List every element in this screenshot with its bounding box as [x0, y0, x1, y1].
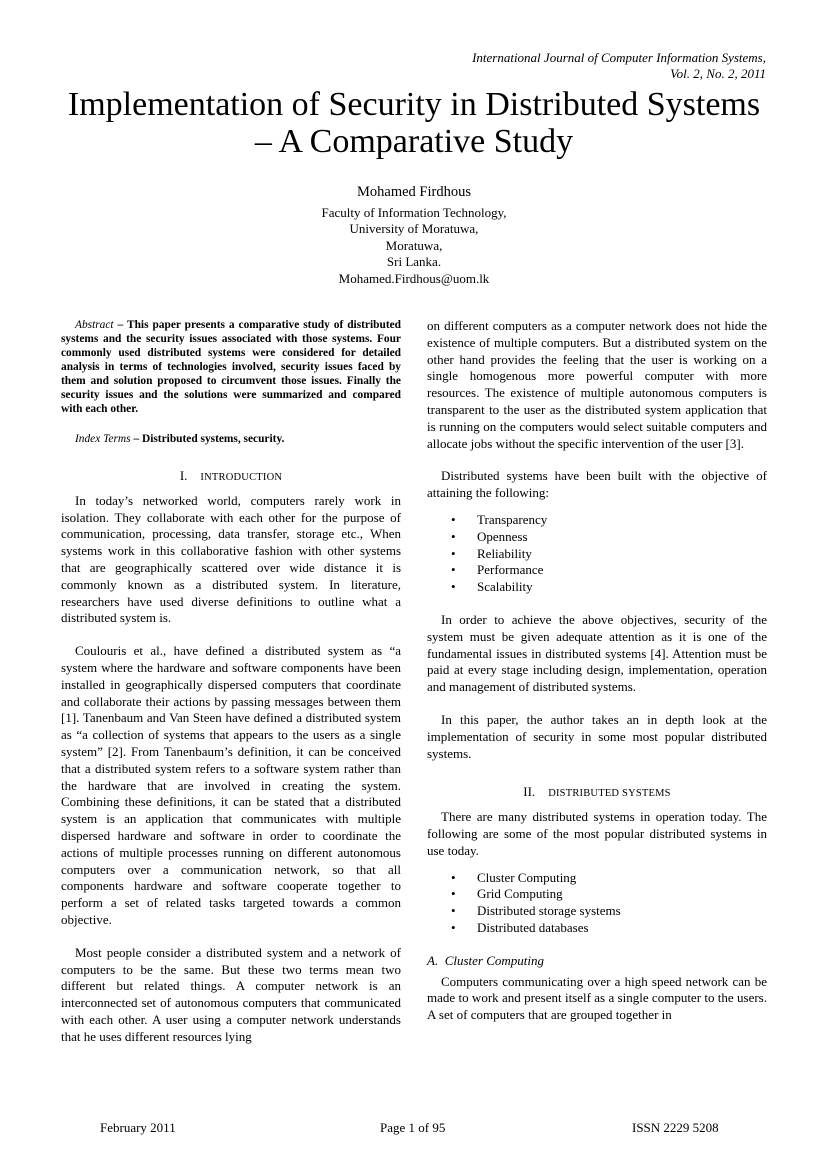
paragraph: In this paper, the author takes an in depth look at the implementation of security in some most popular distributed systems. [427, 711, 767, 761]
paragraph: Coulouris et al., have defined a distributed system as “a system where the hardware and software components have been installed in geographically dispersed computers that coordinate and collaborate their actions by passing messages between them [1]. Tanenbaum and Van Steen have defined a distributed system as “a collection of systems that appears to the users as a single system” [2]. From Tanenbaum’s definition, it can be conceived that a distributed system refers to a software system rather than the hardware that are involved in creating the system. Combining these definitions, it can be stated that a distributed system is an application that communicates with multiple dispersed hardware and software in order to coordinate the actions of multiple processes running on different autonomous computers over a communication network, so that all components hardware and software cooperate together to perform a set of related tasks targeted towards a common objective. [61, 643, 401, 927]
paragraph: In today’s networked world, computers rarely work in isolation. They collaborate with each other for the purpose of communication, processing, data transfer, storage etc., When systems work in this collaborative fashion with other systems that are geographically scattered over wide distance it is commonly known as a distributed system. In literature, researchers have used diverse definitions to outline what a distributed system is. [61, 492, 401, 626]
affiliation-line: Moratuwa, [385, 237, 443, 253]
subsection-heading-cluster-computing [427, 953, 767, 970]
index-terms-label: Index Terms [75, 433, 131, 445]
author-name: Mohamed Firdhous [357, 184, 471, 200]
section-number: II. [523, 784, 536, 800]
author-email: Mohamed.Firdhous@uom.lk [338, 270, 490, 286]
title-line-2: – A Comparative Study [254, 123, 574, 160]
author-block [0, 184, 828, 287]
abstract-text: – This paper presents a comparative study of distributed systems and the security issues associated with those systems. Four commonly used distributed systems were considered for detailed analysis in terms of technologies involved, security issues faced by them and solution proposed to circumvent those issues. Finally the security issues and the solutions were summarized and compared with each other. [61, 319, 401, 415]
paragraph: on different computers as a computer network does not hide the existence of multiple computers. But a distributed system on the other hand provides the feeling that the user is working on a single homogenous more powerful computer with more resources. The existence of multiple autonomous computers is transparent to the user as the distributed system application that is running on the computers would select suitable computers and allocate jobs without the specific intervention of the user [3]. [427, 318, 767, 451]
paragraph: Distributed systems have been built with the objective of attaining the following: [427, 468, 767, 501]
paragraph: Computers communicating over a high speed network can be made to work and present itself as a single computer to the users. A set of computers that are grouped together in [427, 973, 767, 1023]
footer-page-number: Page 1 of 95 [380, 1120, 446, 1135]
list-item: • Scalability [427, 579, 767, 596]
list-item: • Transparency [427, 512, 767, 529]
index-terms-text: – Distributed systems, security. [130, 433, 285, 445]
section-title: DISTRIBUTED SYSTEMS [548, 788, 671, 800]
journal-volume: Vol. 2, No. 2, 2011 [670, 66, 766, 81]
section-title: INTRODUCTION [200, 472, 283, 483]
footer-date: February 2011 [100, 1120, 176, 1135]
paragraph: Most people consider a distributed system and a network of computers to be the same. But these two terms mean two different but related things. A computer network is an interconnected set of autonomous computers that communicated with each other. A user using a computer network understands that he uses different resources lying [61, 944, 401, 1044]
footer-issn: ISSN 2229 5208 [632, 1120, 719, 1135]
affiliation-line: Sri Lanka. [386, 254, 442, 269]
subsection-label: A. [427, 952, 439, 968]
affiliation-line: Faculty of Information Technology, [321, 204, 507, 220]
paragraph: In order to achieve the above objectives, security of the system must be given adequate attention as it is one of the fundamental issues in distributed systems [4]. Attention must be paid at every stage including design, implementation, operation and management of distributed systems. [427, 611, 767, 695]
systems-list [427, 870, 767, 937]
list-item: • Openness [427, 529, 767, 546]
paragraph: There are many distributed systems in operation today. The following are some of the most popular distributed systems in use today. [427, 809, 767, 858]
right-column [427, 318, 767, 1024]
paper-title [40, 86, 788, 160]
list-item: • Distributed databases [427, 920, 767, 937]
left-column [61, 318, 401, 1046]
list-item: • Distributed storage systems [427, 903, 767, 920]
section-heading-introduction [61, 468, 401, 487]
section-number: I. [179, 468, 188, 483]
abstract [61, 318, 401, 416]
abstract-label: Abstract [75, 319, 114, 331]
affiliation-line: University of Moratuwa, [349, 221, 479, 236]
title-line-1: Implementation of Security in Distributed Systems [67, 86, 761, 123]
list-item: • Cluster Computing [427, 870, 767, 887]
section-heading-distributed-systems [427, 784, 767, 803]
list-item: • Reliability [427, 546, 767, 563]
journal-header [472, 50, 766, 82]
list-item: • Grid Computing [427, 886, 767, 903]
objectives-list [427, 512, 767, 596]
list-item: • Performance [427, 562, 767, 579]
index-terms [61, 432, 401, 446]
journal-name: International Journal of Computer Information Systems, [472, 50, 766, 65]
subsection-title: Cluster Computing [444, 952, 545, 968]
